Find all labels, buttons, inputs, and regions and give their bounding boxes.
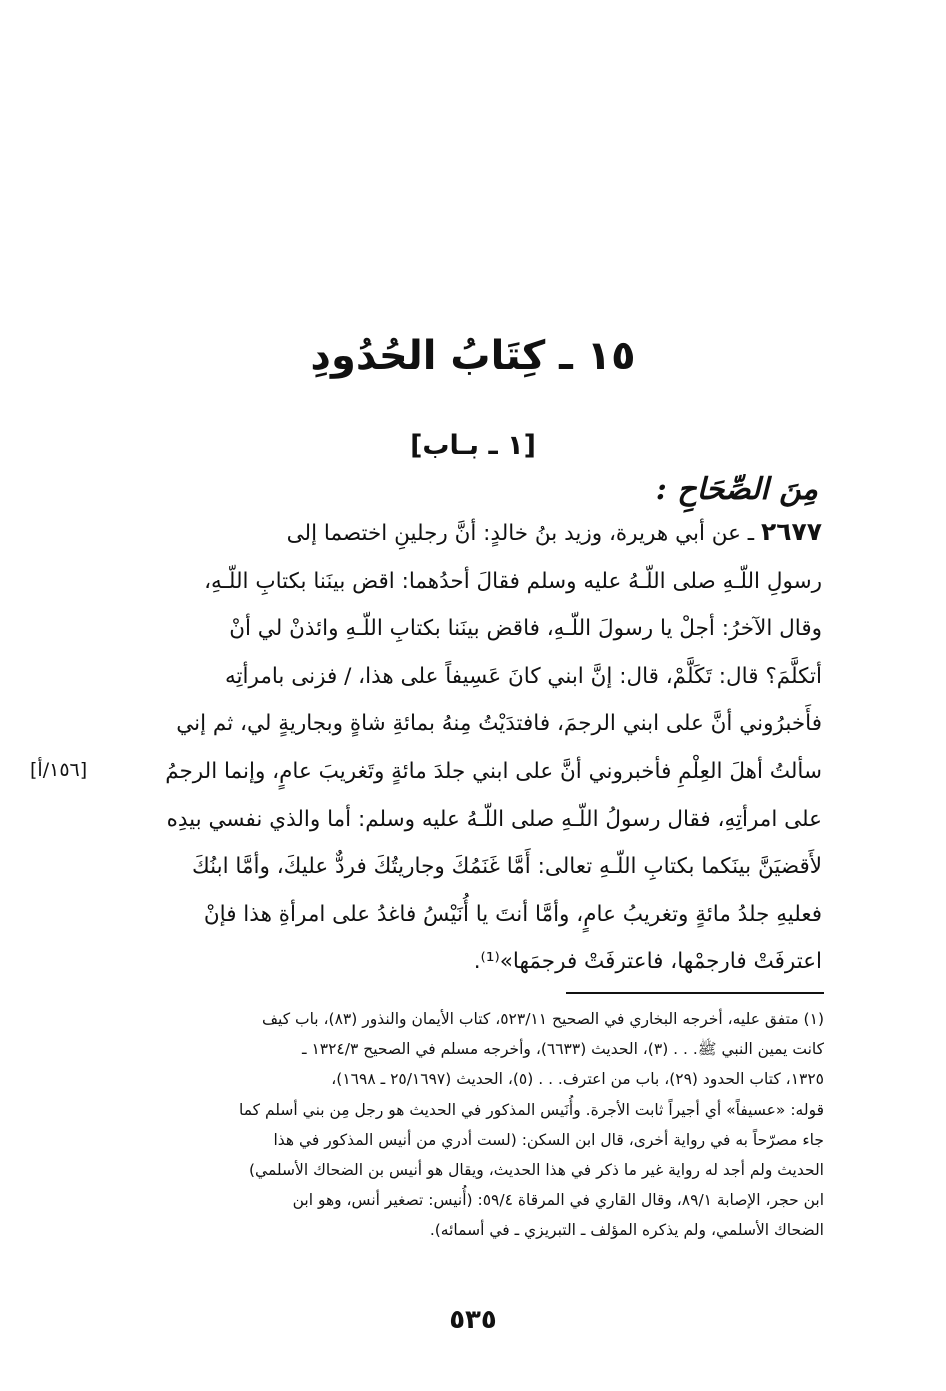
bab-heading: [١ ـ بـاب] [410, 430, 536, 461]
footnote-line-6: الحديث ولم أجد له رواية غير ما ذكر في هذا الحديث، ويقال هو أنيس بن الضحاك الأسلمي) [248, 1161, 824, 1180]
chapter-title: ١٥ ـ كِتَابُ الحُدُودِ [310, 333, 636, 379]
manuscript-folio-reference: [١٥٦/أ] [30, 759, 88, 781]
hadith-line-4: أتكلَّمَ؟ قال: تَكَلَّمْ، قال: إنَّ ابني كانَ عَسِيفاً على هذا، / فزنى بامرأتِه [224, 663, 822, 689]
hadith-text [122, 508, 822, 986]
footnote-line-8: الضحاك الأسلمي، ولم يذكره المؤلف ـ التبريزي ـ في أسمائه). [429, 1221, 824, 1240]
hadith-line-9: فعليهِ جلدُ مائةٍ وتغريبُ عامٍ، وأمَّا أنتَ يا أُنَيْسُ فاغدُ على امرأةِ هذا فإنْ [203, 901, 822, 927]
section-label: مِنَ الصِّحَاحِ : [655, 472, 818, 507]
hadith-line-7: على امرأتِهِ، فقال رسولُ اللّـهِ صلى اللّـهُ عليه وسلم: أما والذي نفسي بيدِه [166, 806, 822, 832]
footnote-line-3: ١٣٢٥، كتاب الحدود (٢٩)، باب من اعترف. . . (٥)، الحديث (٢٥/١٦٩٧ ـ ١٦٩٨)، [331, 1070, 824, 1089]
footnote-line-7: ابن حجر، الإصابة ٨٩/١، وقال القاري في المرقاة ٥٩/٤: (أُنيس: تصغير أنس، وهو ابن [292, 1191, 824, 1210]
hadith-line-3: وقال الآخرُ: أجلْ يا رسولَ اللّـهِ، فاقض بينَنا بكتابِ اللّـهِ وائذنْ لي أنْ [229, 616, 822, 642]
footnote-line-5: جاء مصرّحاً به في رواية أخرى، قال ابن السكن: (لست أدري من أنيس المذكور في هذا [273, 1130, 824, 1149]
hadith-line-8: لأَقضيَنَّ بينَكما بكتابِ اللّـهِ تعالى: أَمَّا غَنَمُكَ وجاريتُكَ فردٌّ عليكَ، وأمَّا ابنُكَ [192, 854, 822, 880]
footnote-line-4: قوله: «عسيفاً» أي أجيراً ثابت الأجرة. وأُنَيس المذكور في الحديث هو رجل مِن بني أسلم كما [239, 1100, 824, 1119]
hadith-line-6: سألتُ أهلَ العِلْمِ فأخبروني أنَّ على ابني جلدَ مائةٍ وتَغريبَ عامٍ، وإنما الرجمُ [165, 758, 822, 784]
hadith-number: ٢٦٧٧ [760, 517, 822, 546]
hadith-line-1-text: ـ عن أبي هريرة، وزيد بنُ خالدٍ: أنَّ رجلينِ اختصما إلى [286, 521, 761, 546]
hadith-line-2: رسولِ اللّـهِ صلى اللّـهُ عليه وسلم فقالَ أحدُهما: اقض بينَنا بكتابِ اللّـهِ، [204, 568, 822, 594]
page-number: ٥٣٥ [449, 1305, 497, 1335]
footnotes [118, 1004, 824, 1246]
footnote-line-1: (١) متفق عليه، أخرجه البخاري في الصحيح ٥٢٣/١١، كتاب الأيمان والنذور (٨٣)، باب كيف [261, 1010, 824, 1028]
hadith-line-1 [122, 508, 822, 558]
footnote-divider [566, 992, 824, 994]
hadith-line-10: اعترفَتْ فارجمْها، فاعترفَتْ فرجمَها»⁽¹⁾. [473, 949, 822, 975]
footnote-line-2: كانت يمين النبي ﷺ. . . (٣)، الحديث (٦٦٣٣)، وأخرجه مسلم في الصحيح ١٣٢٤/٣ ـ [301, 1040, 824, 1059]
hadith-line-5: فأَخبرُوني أنَّ على ابني الرجمَ، فافتدَيْتُ مِنهُ بمائةِ شاةٍ وبجاريةٍ لي، ثم إني [176, 711, 822, 737]
